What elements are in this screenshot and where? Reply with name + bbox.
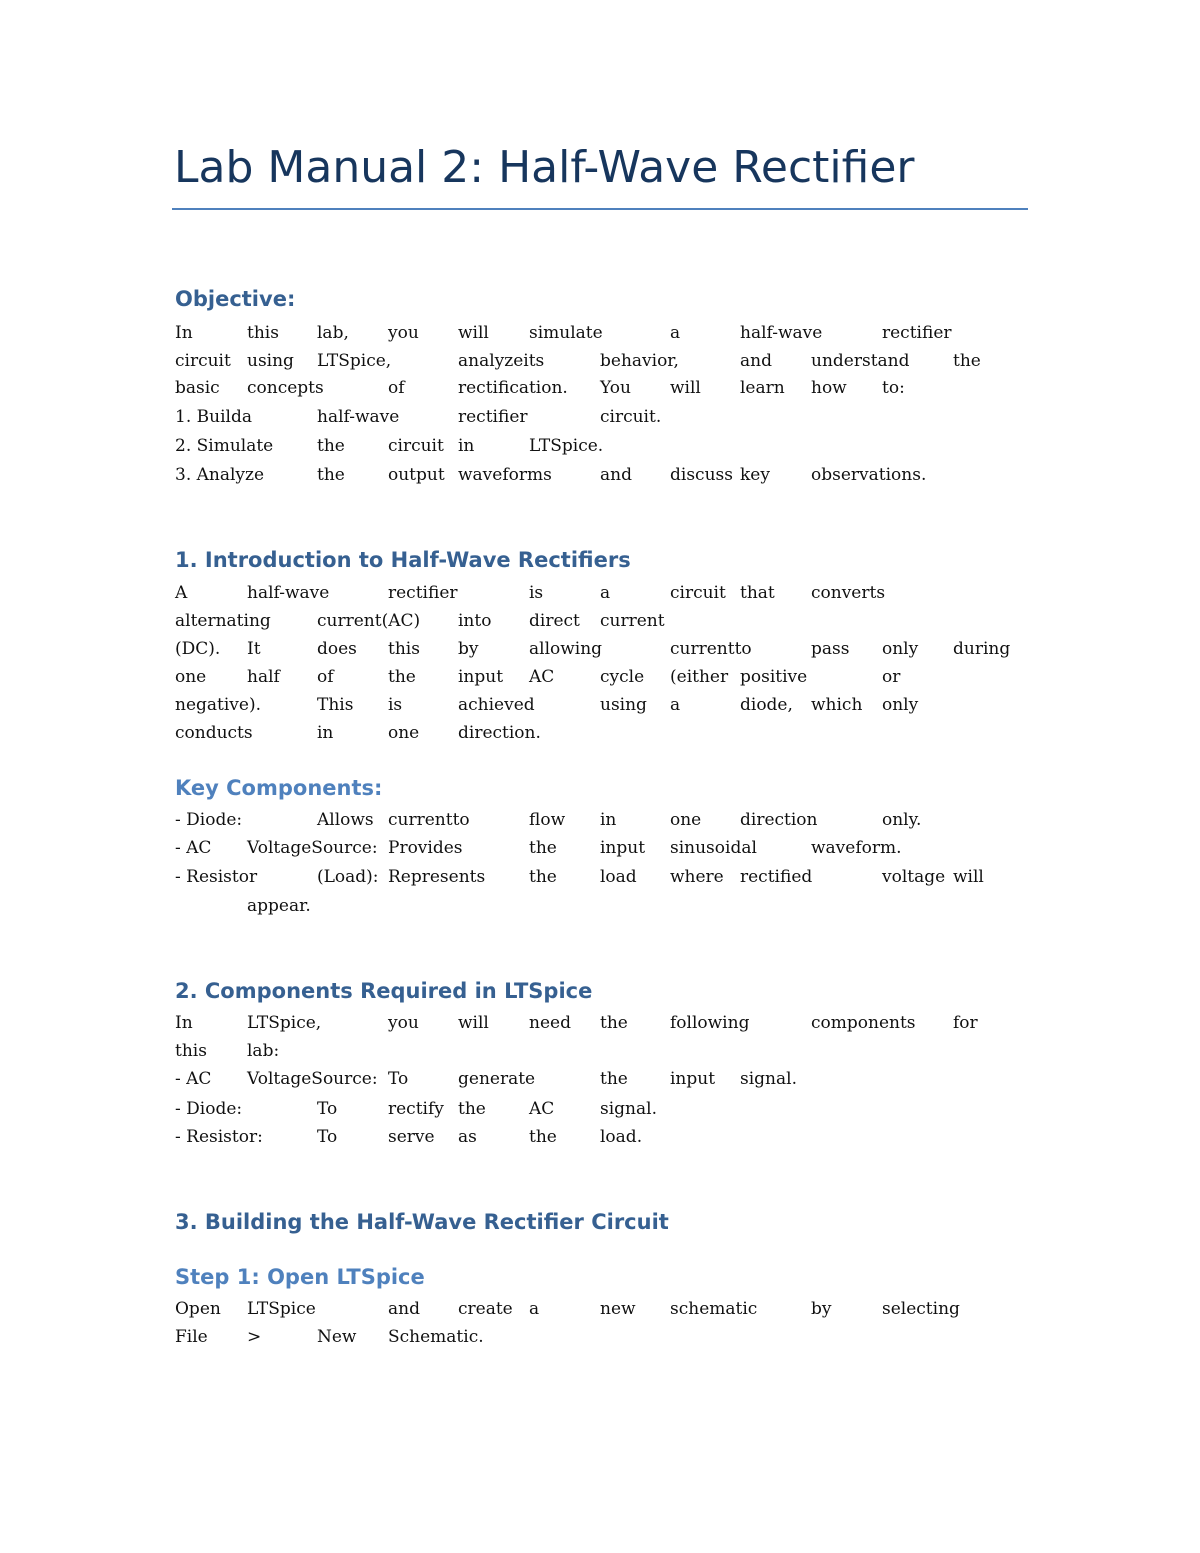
word: rectifier — [458, 407, 528, 427]
line-obj6 — [0, 464, 1200, 492]
word: This — [317, 695, 354, 715]
page-title: Lab Manual 2: Half-Wave Rectifier — [174, 142, 915, 193]
word: rectify — [388, 1099, 444, 1119]
word: 3. Analyze — [175, 465, 265, 485]
word: load — [600, 867, 637, 887]
word: to: — [882, 378, 905, 398]
word: Represents — [388, 867, 486, 887]
word: the — [600, 1013, 628, 1033]
word: half-wave — [740, 323, 823, 343]
word: in — [600, 810, 617, 830]
heading-building: 3. Building the Half-Wave Rectifier Circuit — [175, 1210, 669, 1234]
word: discuss — [670, 465, 733, 485]
word: New — [317, 1327, 357, 1347]
word: To — [317, 1099, 338, 1119]
word: signal. — [740, 1069, 797, 1089]
word: LTSpice. — [529, 436, 604, 456]
word: of — [317, 667, 334, 687]
word: by — [458, 639, 479, 659]
line-obj3 — [0, 377, 1200, 405]
word: circuit — [388, 436, 444, 456]
word: currentto — [670, 639, 752, 659]
word: voltage — [882, 867, 946, 887]
word: It — [247, 639, 261, 659]
word: the — [458, 1099, 486, 1119]
word: waveform. — [811, 838, 902, 858]
word: is — [529, 583, 544, 603]
word: signal. — [600, 1099, 657, 1119]
word: input — [670, 1069, 716, 1089]
word: one — [670, 810, 702, 830]
word: AC — [529, 1099, 555, 1119]
word: schematic — [670, 1299, 758, 1319]
line-intro2 — [0, 610, 1200, 638]
word: how — [811, 378, 847, 398]
word: direction. — [458, 723, 541, 743]
word: (Load): — [317, 867, 379, 887]
word: basic — [175, 378, 220, 398]
word: learn — [740, 378, 785, 398]
word: allowing — [529, 639, 603, 659]
word: pass — [811, 639, 850, 659]
word: does — [317, 639, 357, 659]
word: LTSpice, — [247, 1013, 322, 1033]
line-comp1 — [0, 1012, 1200, 1040]
line-comp3 — [0, 1068, 1200, 1096]
word: half — [247, 667, 280, 687]
word: current(AC) — [317, 611, 421, 631]
word: positive — [740, 667, 808, 687]
word: current — [600, 611, 665, 631]
word: VoltageSource: — [247, 838, 378, 858]
word: lab: — [247, 1041, 280, 1061]
word: selecting — [882, 1299, 960, 1319]
word: where — [670, 867, 724, 887]
word: LTSpice — [247, 1299, 316, 1319]
word: the — [953, 351, 981, 371]
word: To — [388, 1069, 409, 1089]
word: following — [670, 1013, 750, 1033]
word: need — [529, 1013, 571, 1033]
word: the — [317, 436, 345, 456]
word: Allows — [317, 810, 374, 830]
word: this — [388, 639, 420, 659]
word: - Resistor — [175, 867, 258, 887]
word: you — [388, 323, 419, 343]
word: input — [600, 838, 646, 858]
word: by — [811, 1299, 832, 1319]
line-obj5 — [0, 435, 1200, 463]
word: new — [600, 1299, 636, 1319]
word: the — [600, 1069, 628, 1089]
word: conducts — [175, 723, 253, 743]
word: In — [175, 1013, 193, 1033]
line-step1b — [0, 1326, 1200, 1354]
line-intro4 — [0, 666, 1200, 694]
word: rectified — [740, 867, 813, 887]
word: this — [175, 1041, 207, 1061]
line-obj1 — [0, 322, 1200, 350]
word: analyzeits — [458, 351, 545, 371]
word: you — [388, 1013, 419, 1033]
word: Open — [175, 1299, 221, 1319]
line-key3 — [0, 866, 1200, 894]
word: will — [458, 1013, 489, 1033]
word: input — [458, 667, 504, 687]
word: observations. — [811, 465, 927, 485]
word: which — [811, 695, 863, 715]
heading-components-required: 2. Components Required in LTSpice — [175, 979, 593, 1003]
word: and — [388, 1299, 420, 1319]
word: (either — [670, 667, 729, 687]
line-key2 — [0, 837, 1200, 865]
word: will — [953, 867, 984, 887]
word: AC — [529, 667, 555, 687]
word: will — [670, 378, 701, 398]
word: the — [529, 867, 557, 887]
line-intro6 — [0, 722, 1200, 750]
word: only — [882, 639, 919, 659]
word: cycle — [600, 667, 645, 687]
word: only. — [882, 810, 922, 830]
word: of — [388, 378, 405, 398]
word: Schematic. — [388, 1327, 484, 1347]
word: behavior, — [600, 351, 679, 371]
line-intro1 — [0, 582, 1200, 610]
word: that — [740, 583, 775, 603]
line-key1 — [0, 809, 1200, 837]
word: using — [247, 351, 294, 371]
word: one — [388, 723, 420, 743]
line-comp2 — [0, 1040, 1200, 1068]
word: - AC — [175, 1069, 212, 1089]
word: In — [175, 323, 193, 343]
word: during — [953, 639, 1011, 659]
word: 1. Builda — [175, 407, 252, 427]
word: the — [529, 1127, 557, 1147]
word: and — [740, 351, 772, 371]
word: or — [882, 667, 901, 687]
word: - Diode: — [175, 1099, 243, 1119]
word: Provides — [388, 838, 463, 858]
word: understand — [811, 351, 910, 371]
word: 2. Simulate — [175, 436, 274, 456]
word: - Resistor: — [175, 1127, 263, 1147]
line-step1a — [0, 1298, 1200, 1326]
word: using — [600, 695, 647, 715]
word: a — [670, 323, 681, 343]
word: lab, — [317, 323, 349, 343]
word: a — [529, 1299, 540, 1319]
word: a — [600, 583, 611, 603]
word: currentto — [388, 810, 470, 830]
word: components — [811, 1013, 916, 1033]
word: appear. — [247, 896, 311, 916]
word: flow — [529, 810, 566, 830]
word: this — [247, 323, 279, 343]
heading-step1: Step 1: Open LTSpice — [175, 1265, 425, 1289]
word: serve — [388, 1127, 435, 1147]
word: half-wave — [247, 583, 330, 603]
heading-key-components: Key Components: — [175, 776, 383, 800]
word: create — [458, 1299, 513, 1319]
word: circuit — [175, 351, 231, 371]
word: concepts — [247, 378, 324, 398]
word: is — [388, 695, 403, 715]
word: for — [953, 1013, 978, 1033]
line-intro5 — [0, 694, 1200, 722]
word: key — [740, 465, 770, 485]
word: alternating — [175, 611, 271, 631]
line-intro3 — [0, 638, 1200, 666]
word: sinusoidal — [670, 838, 757, 858]
word: rectifier — [388, 583, 458, 603]
word: To — [317, 1127, 338, 1147]
word: and — [600, 465, 632, 485]
word: generate — [458, 1069, 536, 1089]
word: only — [882, 695, 919, 715]
word: - Diode: — [175, 810, 243, 830]
heading-intro: 1. Introduction to Half-Wave Rectifiers — [175, 548, 631, 572]
word: a — [670, 695, 681, 715]
line-key4 — [0, 895, 1200, 923]
word: rectification. — [458, 378, 568, 398]
word: A — [175, 583, 188, 603]
word: the — [529, 838, 557, 858]
word: VoltageSource: — [247, 1069, 378, 1089]
word: will — [458, 323, 489, 343]
word: the — [317, 465, 345, 485]
word: into — [458, 611, 492, 631]
word: You — [600, 378, 631, 398]
line-comp4 — [0, 1098, 1200, 1126]
word: direction — [740, 810, 818, 830]
title-underline — [172, 208, 1028, 210]
heading-objective: Objective: — [175, 287, 296, 311]
line-obj4 — [0, 406, 1200, 434]
word: in — [458, 436, 475, 456]
word: (DC). — [175, 639, 221, 659]
word: one — [175, 667, 207, 687]
word: File — [175, 1327, 208, 1347]
word: achieved — [458, 695, 535, 715]
word: the — [388, 667, 416, 687]
word: diode, — [740, 695, 793, 715]
word: > — [247, 1327, 262, 1347]
word: waveforms — [458, 465, 552, 485]
word: as — [458, 1127, 477, 1147]
word: circuit — [670, 583, 726, 603]
word: converts — [811, 583, 886, 603]
word: in — [317, 723, 334, 743]
word: - AC — [175, 838, 212, 858]
word: negative). — [175, 695, 261, 715]
word: load. — [600, 1127, 643, 1147]
word: LTSpice, — [317, 351, 392, 371]
word: rectifier — [882, 323, 952, 343]
line-comp5 — [0, 1126, 1200, 1154]
word: simulate — [529, 323, 603, 343]
word: direct — [529, 611, 580, 631]
word: half-wave — [317, 407, 400, 427]
word: output — [388, 465, 445, 485]
line-obj2 — [0, 350, 1200, 378]
word: circuit. — [600, 407, 662, 427]
